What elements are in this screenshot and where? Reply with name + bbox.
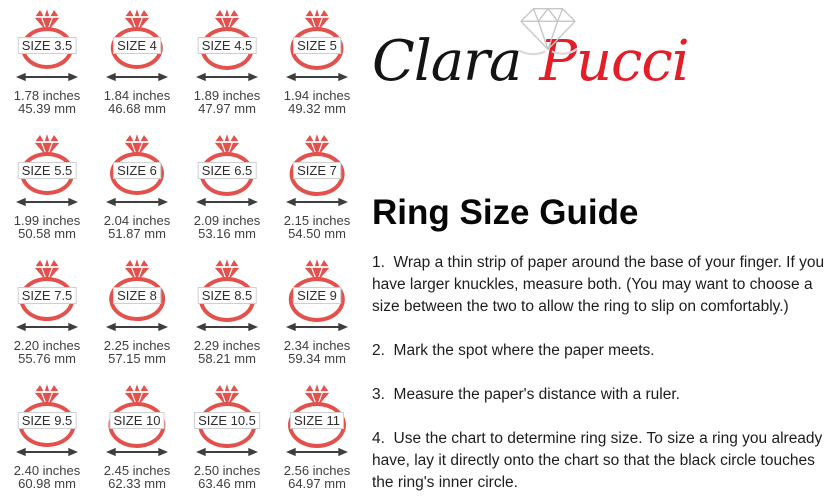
diameter-inches: 1.94 inches bbox=[283, 88, 351, 103]
diameter-inches: 1.89 inches bbox=[193, 88, 261, 103]
diameter-mm: 64.97 mm bbox=[288, 476, 346, 491]
diameter-inches: 2.56 inches bbox=[283, 463, 351, 478]
diameter-arrow-icon bbox=[106, 446, 168, 458]
diameter-inches: 2.34 inches bbox=[283, 338, 351, 353]
diameter-arrow-icon bbox=[16, 71, 78, 83]
diameter-mm: 58.21 mm bbox=[198, 351, 256, 366]
ring-size-label: SIZE 6.5 bbox=[198, 162, 257, 179]
ring-size-label: SIZE 5.5 bbox=[18, 162, 77, 179]
diameter-mm: 46.68 mm bbox=[108, 101, 166, 116]
diameter-arrow-icon bbox=[196, 446, 258, 458]
diameter-arrow-icon bbox=[286, 446, 348, 458]
instruction-step: 4. Use the chart to determine ring size. To size a ring you already have, lay it directly onto the chart so that the black circle touches the ring's inner circle. bbox=[372, 430, 827, 491]
ring-size-cell bbox=[2, 2, 92, 127]
ring-size-label: SIZE 8.5 bbox=[198, 287, 257, 304]
diameter-mm: 49.32 mm bbox=[288, 101, 346, 116]
ring-size-label: SIZE 10 bbox=[110, 412, 165, 429]
brand-name-pucci: Pucci bbox=[539, 29, 689, 94]
diameter-inches: 2.25 inches bbox=[103, 338, 171, 353]
diameter-mm: 53.16 mm bbox=[198, 226, 256, 241]
diameter-mm: 47.97 mm bbox=[198, 101, 256, 116]
ring-size-cell bbox=[272, 2, 362, 127]
diameter-inches: 2.29 inches bbox=[193, 338, 261, 353]
diameter-arrow-icon bbox=[196, 321, 258, 333]
page-title: Ring Size Guide bbox=[372, 193, 639, 232]
diamond-outline-icon bbox=[517, 4, 579, 58]
ring-size-label: SIZE 7.5 bbox=[18, 287, 77, 304]
diameter-arrow-icon bbox=[106, 321, 168, 333]
ring-size-label: SIZE 8 bbox=[113, 287, 161, 304]
ring-size-cell bbox=[92, 2, 182, 127]
ring-size-cell bbox=[2, 377, 92, 501]
diameter-arrow-icon bbox=[286, 321, 348, 333]
ring-size-cell bbox=[92, 127, 182, 252]
ring-size-label: SIZE 6 bbox=[113, 162, 161, 179]
diameter-inches: 2.50 inches bbox=[193, 463, 261, 478]
ring-size-cell bbox=[272, 127, 362, 252]
ring-size-cell bbox=[92, 252, 182, 377]
ring-size-cell bbox=[182, 2, 272, 127]
diameter-arrow-icon bbox=[286, 196, 348, 208]
diameter-inches: 2.45 inches bbox=[103, 463, 171, 478]
ring-size-cell bbox=[2, 127, 92, 252]
diameter-inches: 2.09 inches bbox=[193, 213, 261, 228]
ring-size-label: SIZE 3.5 bbox=[18, 37, 77, 54]
ring-size-label: SIZE 5 bbox=[293, 37, 341, 54]
diameter-arrow-icon bbox=[16, 446, 78, 458]
diameter-mm: 63.46 mm bbox=[198, 476, 256, 491]
diameter-inches: 1.78 inches bbox=[13, 88, 81, 103]
ring-size-cell bbox=[272, 377, 362, 501]
diameter-mm: 59.34 mm bbox=[288, 351, 346, 366]
diameter-mm: 45.39 mm bbox=[18, 101, 76, 116]
diameter-arrow-icon bbox=[196, 71, 258, 83]
diameter-mm: 57.15 mm bbox=[108, 351, 166, 366]
ring-size-label: SIZE 9.5 bbox=[18, 412, 77, 429]
diameter-arrow-icon bbox=[106, 71, 168, 83]
diameter-inches: 2.40 inches bbox=[13, 463, 81, 478]
diameter-arrow-icon bbox=[286, 71, 348, 83]
diameter-mm: 54.50 mm bbox=[288, 226, 346, 241]
ring-size-cell bbox=[182, 127, 272, 252]
instruction-step: 1. Wrap a thin strip of paper around the base of your finger. If you have larger knuckles, measure both. (You may want to choose a size between the two to allow the ring to slip on comfortably.) bbox=[372, 254, 829, 315]
diameter-mm: 55.76 mm bbox=[18, 351, 76, 366]
diameter-inches: 2.15 inches bbox=[283, 213, 351, 228]
ring-size-cell bbox=[182, 377, 272, 501]
diameter-arrow-icon bbox=[16, 321, 78, 333]
ring-size-label: SIZE 4.5 bbox=[198, 37, 257, 54]
brand-name-clara: Clara bbox=[372, 29, 522, 94]
diameter-inches: 1.84 inches bbox=[103, 88, 171, 103]
ring-size-cell bbox=[92, 377, 182, 501]
diameter-inches: 2.20 inches bbox=[13, 338, 81, 353]
ring-size-cell bbox=[272, 252, 362, 377]
diameter-inches: 2.04 inches bbox=[103, 213, 171, 228]
diameter-mm: 51.87 mm bbox=[108, 226, 166, 241]
ring-size-chart bbox=[2, 2, 362, 501]
instruction-step: 2. Mark the spot where the paper meets. bbox=[372, 342, 655, 359]
diameter-mm: 50.58 mm bbox=[18, 226, 76, 241]
ring-size-label: SIZE 10.5 bbox=[194, 412, 260, 429]
ring-size-label: SIZE 11 bbox=[290, 412, 344, 429]
diameter-inches: 1.99 inches bbox=[13, 213, 81, 228]
brand-logo bbox=[372, 22, 792, 102]
diameter-arrow-icon bbox=[196, 196, 258, 208]
ring-size-label: SIZE 9 bbox=[293, 287, 341, 304]
instruction-step: 3. Measure the paper's distance with a ruler. bbox=[372, 386, 680, 403]
ring-size-cell bbox=[2, 252, 92, 377]
diameter-mm: 62.33 mm bbox=[108, 476, 166, 491]
diameter-mm: 60.98 mm bbox=[18, 476, 76, 491]
ring-size-label: SIZE 7 bbox=[293, 162, 341, 179]
diameter-arrow-icon bbox=[16, 196, 78, 208]
diameter-arrow-icon bbox=[106, 196, 168, 208]
ring-size-label: SIZE 4 bbox=[113, 37, 161, 54]
ring-size-cell bbox=[182, 252, 272, 377]
instructions bbox=[372, 252, 836, 501]
